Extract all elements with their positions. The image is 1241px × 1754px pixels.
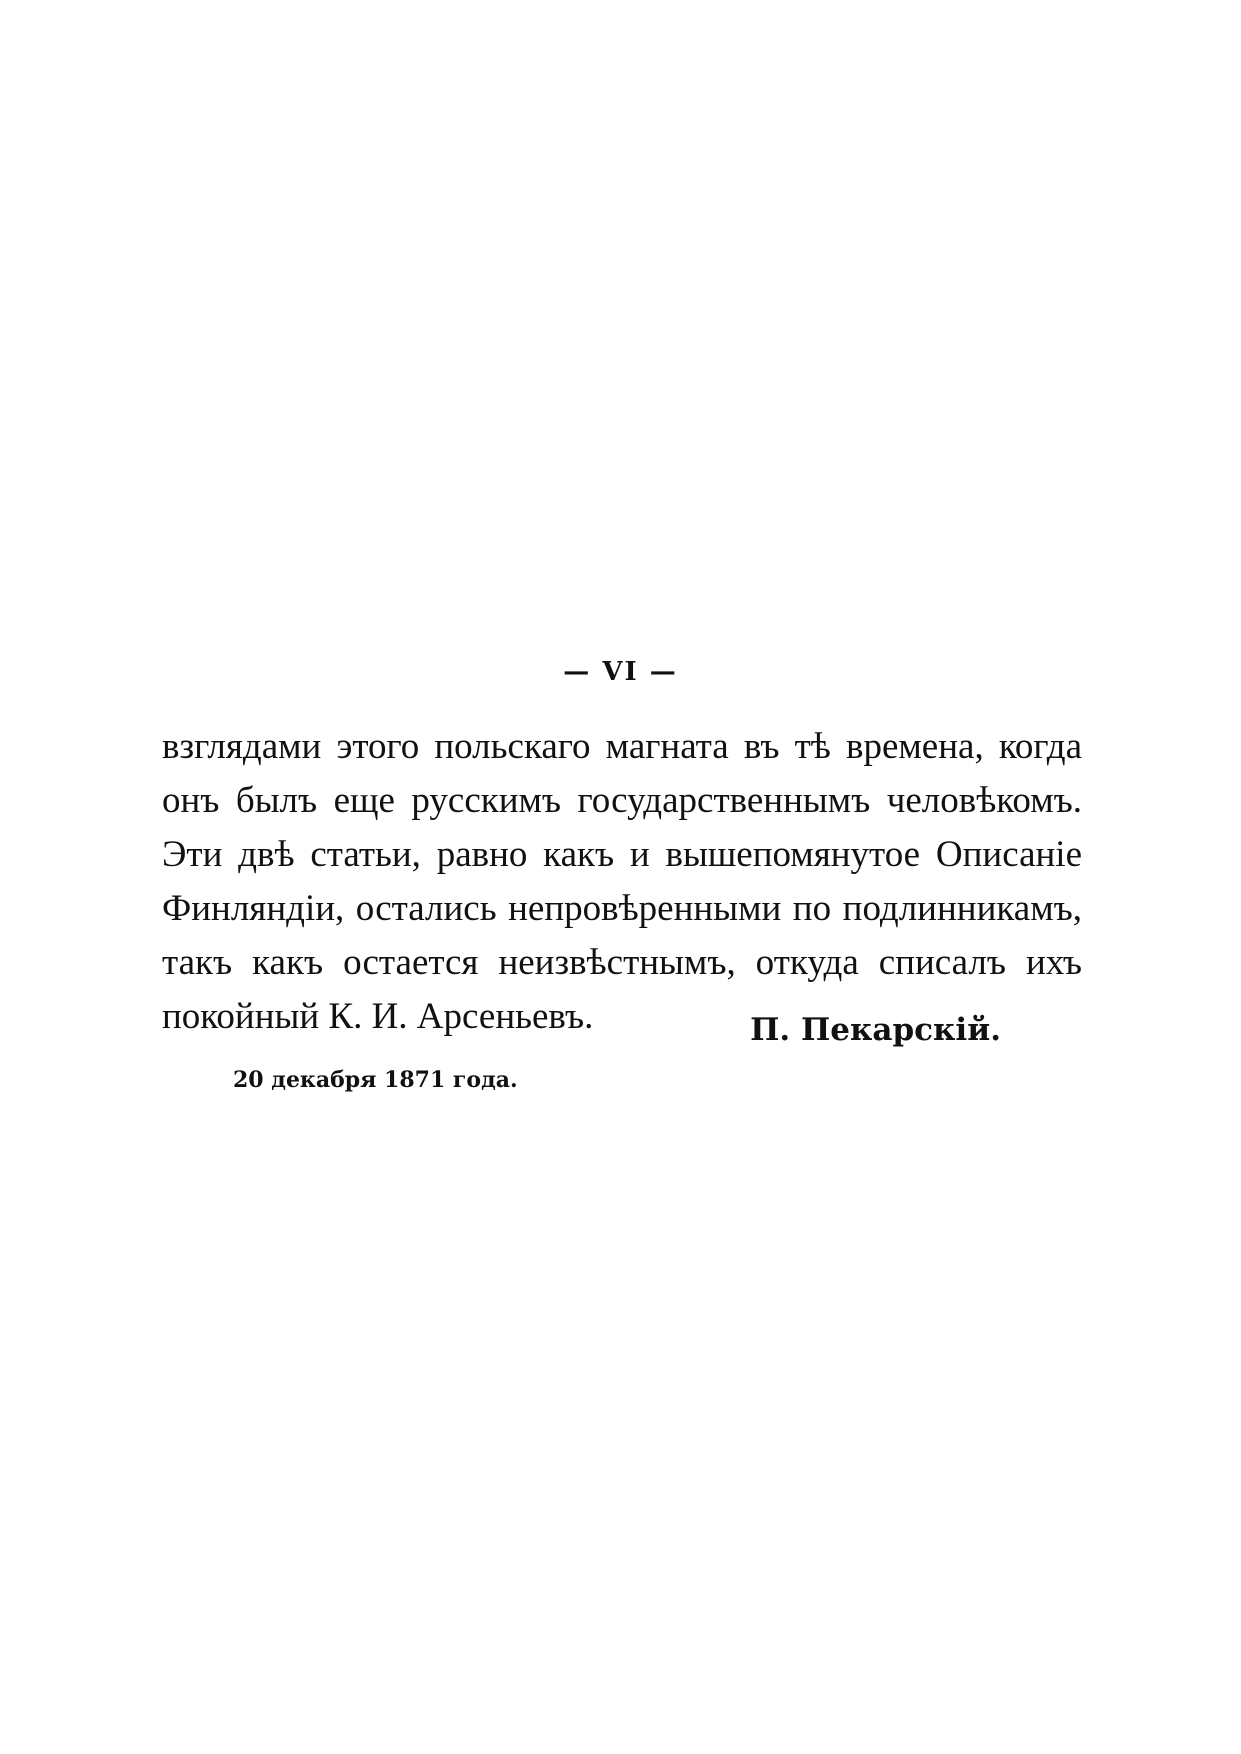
- date-line: 20 декабря 1871 года.: [233, 1067, 518, 1093]
- author-signature: П. Пекарскій.: [750, 1012, 1001, 1048]
- text-line: Финляндіи, остались непровѣренными по подлинникамъ,: [162, 888, 1082, 929]
- page-number: — VI —: [563, 657, 678, 687]
- text-line: взглядами этого польскаго магната въ тѣ времена, когда: [162, 726, 1082, 767]
- text-line: покойный К. И. Арсеньевъ.: [162, 996, 594, 1037]
- text-line: онъ былъ еще русскимъ государственнымъ человѣкомъ.: [162, 780, 1082, 821]
- body-text: [162, 720, 1082, 1044]
- text-line: Эти двѣ статьи, равно какъ и вышепомянутое Описаніе: [162, 834, 1082, 875]
- text-line: такъ какъ остается неизвѣстнымъ, откуда списалъ ихъ: [162, 942, 1082, 983]
